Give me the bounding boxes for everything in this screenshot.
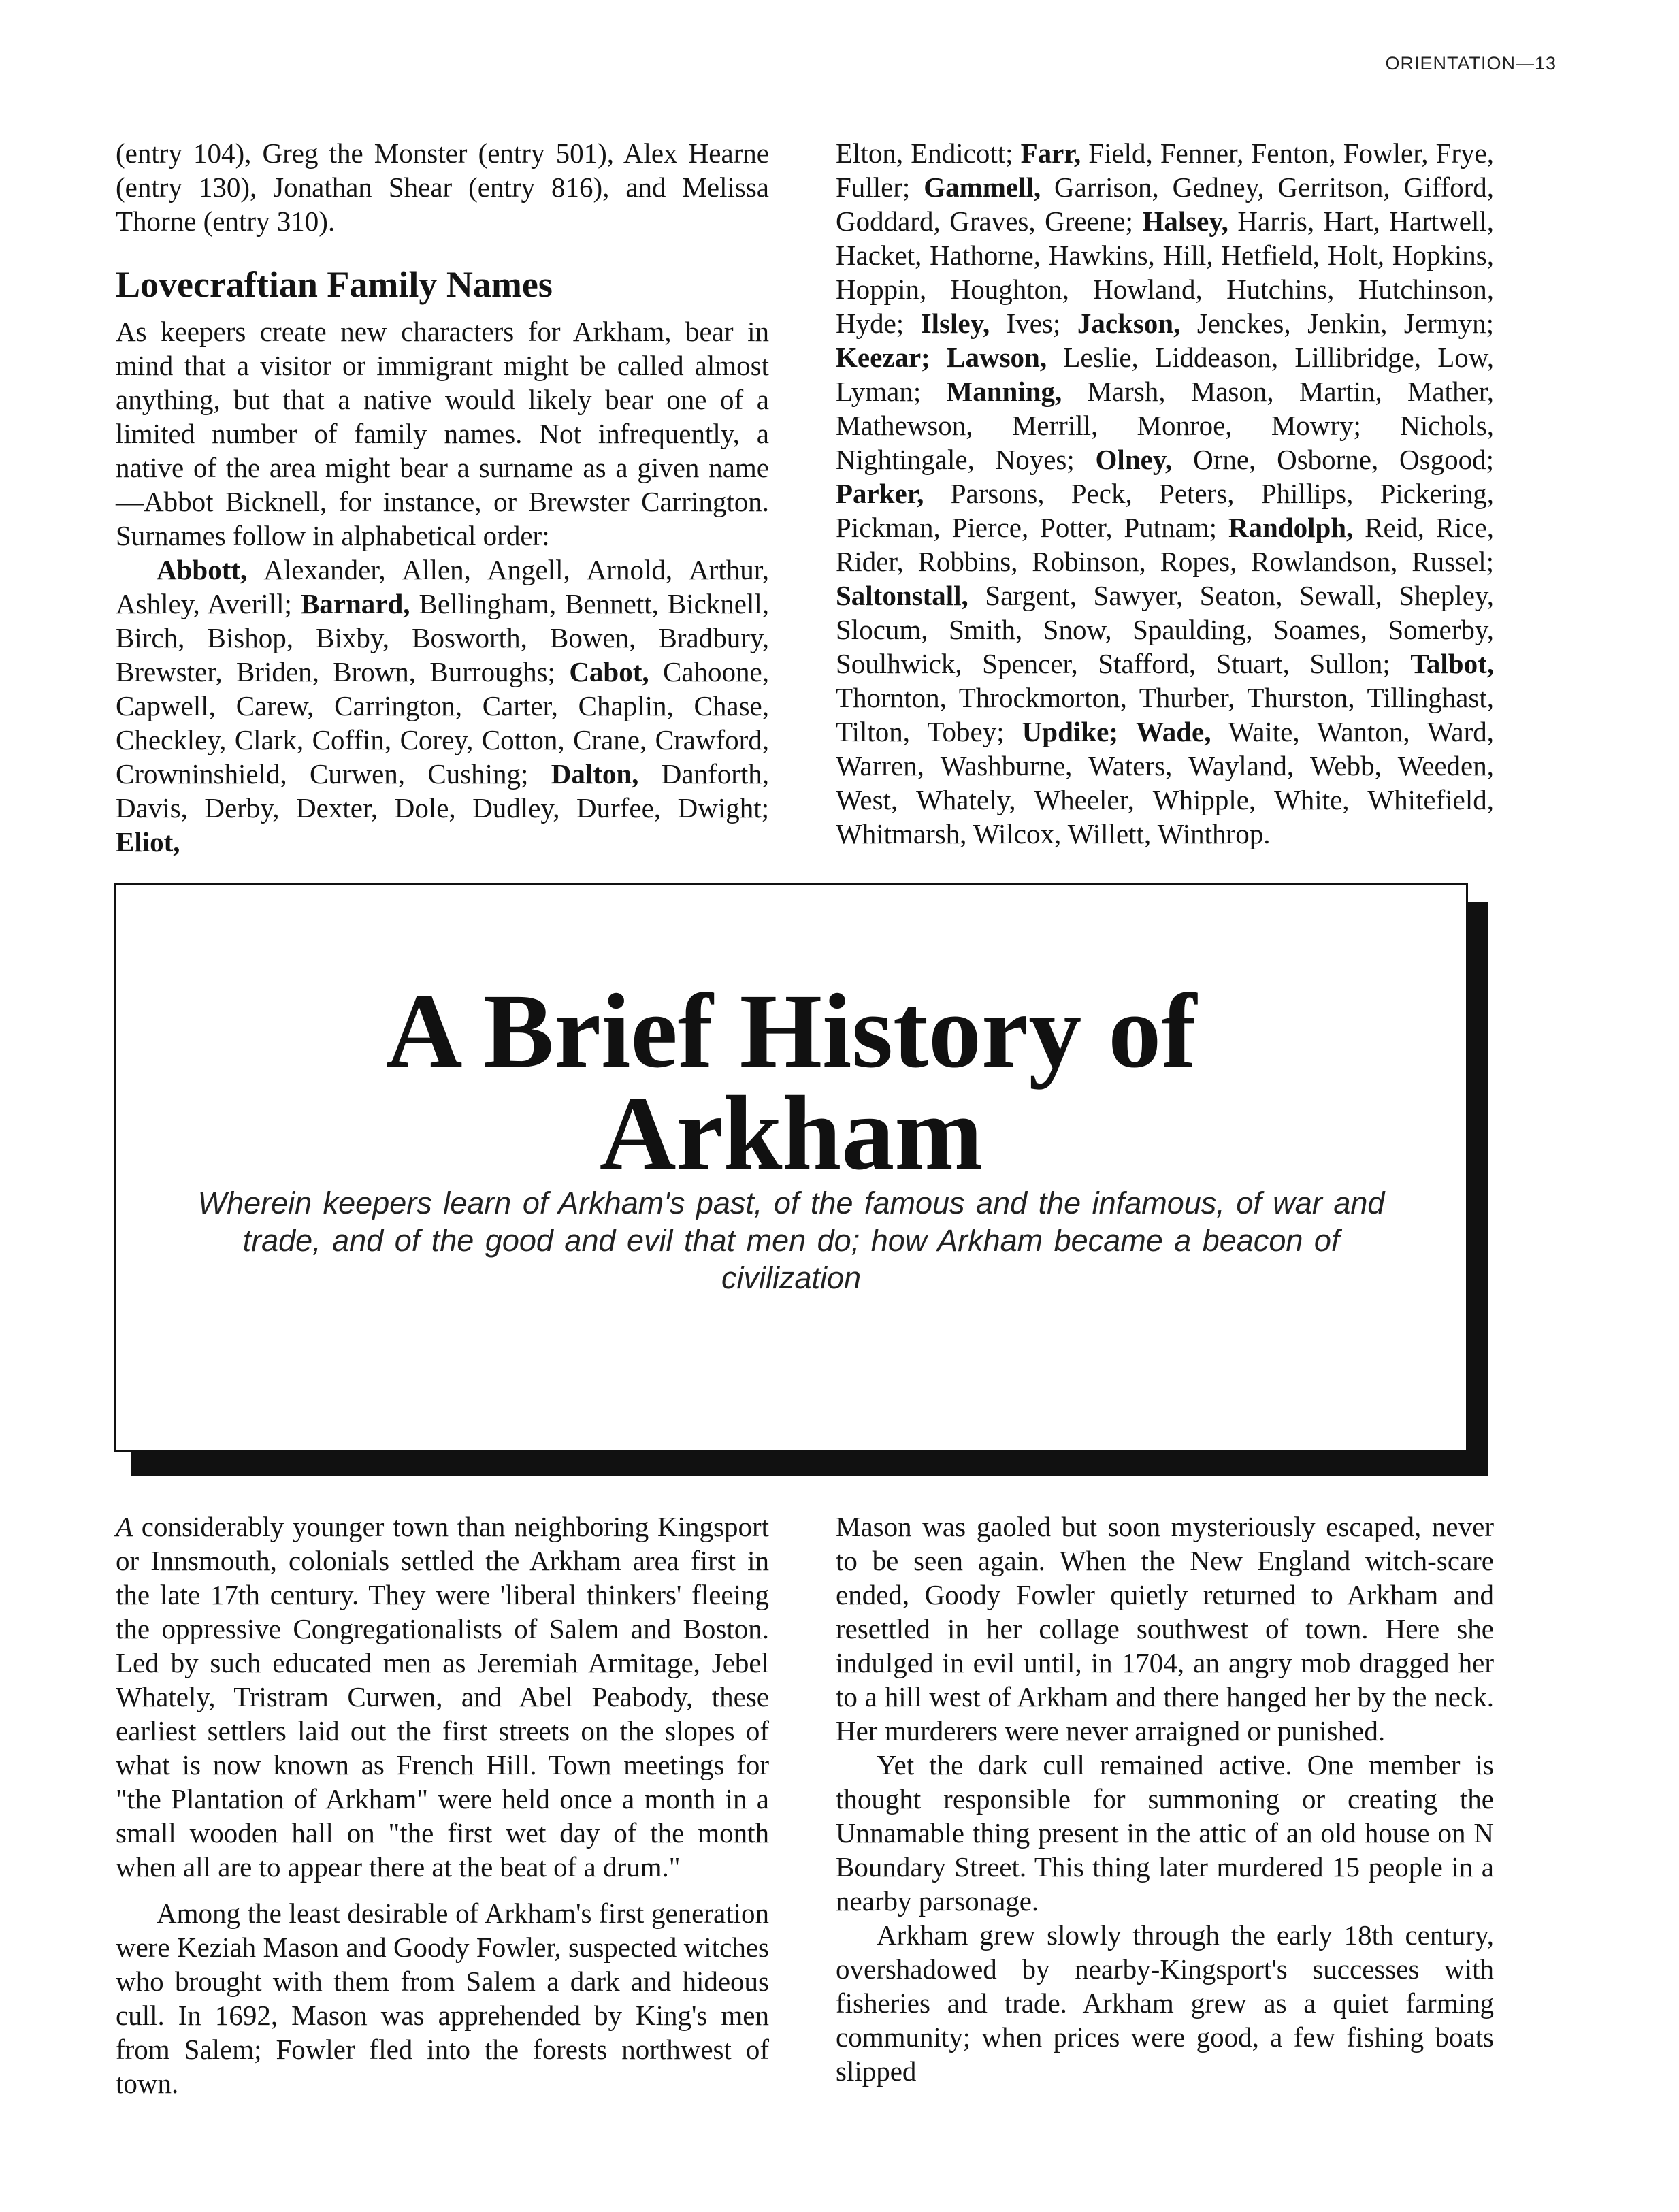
running-head: ORIENTATION—13 bbox=[1385, 53, 1556, 74]
surname-bold: Wade, bbox=[1135, 716, 1211, 747]
column-left-top bbox=[116, 136, 769, 859]
chapter-subtitle: Wherein keepers learn of Arkham's past, of the famous and the infamous, of war and trade, and of the good and evil that men do; how Arkham became a beacon of civilization bbox=[197, 1186, 1385, 1295]
lead-letter: A bbox=[116, 1511, 133, 1542]
surname-bold: Eliot, bbox=[116, 826, 180, 858]
surname-bold: Ilsley, bbox=[920, 308, 990, 339]
surname-bold: Randolph, bbox=[1228, 512, 1354, 543]
column-right-top bbox=[836, 136, 1494, 851]
surname-run: Thornton, Throckmorton, Thurber, Thurston, Tillinghast, Tilton, Tobey; bbox=[836, 682, 1494, 747]
chapter-title bbox=[116, 972, 1466, 1192]
paragraph: Among the least desirable of Arkham's first generation were Keziah Mason and Goody Fowler, suspected witches who brought with them from Salem a dark and hideous cull. In 1692, Mason was apprehended by King's men from Salem; Fowler fled into the forests northwest of town. bbox=[116, 1898, 769, 2099]
surname-bold: Abbott, bbox=[157, 554, 248, 585]
surname-bold: Parker, bbox=[836, 478, 924, 509]
column-left-bottom bbox=[116, 1510, 769, 2100]
surname-run: Field, Fenner, Fenton, Fowler, Frye, Fuller; bbox=[836, 137, 1494, 203]
surname-run: Bellingham, Bennett, Bicknell, Birch, Bishop, Bixby, Bosworth, Bowen, Bradbury, Brewster, Briden, Brown, Burroughs; bbox=[116, 588, 769, 687]
chapter-title-line2: Arkham bbox=[599, 1074, 983, 1192]
surname-bold: Jackson, bbox=[1077, 308, 1181, 339]
surname-list bbox=[836, 136, 1494, 851]
paragraph bbox=[116, 1510, 769, 1884]
section-heading: Lovecraftian Family Names bbox=[116, 264, 553, 305]
surname-run: Leslie, Liddeason, Lillibridge, Low, Lyman; bbox=[836, 342, 1494, 407]
surname-run: Elton, Endicott; bbox=[836, 137, 1021, 169]
paragraph: Yet the dark cull remained active. One member is thought responsible for summoning or creating the Unnamable thing present in the attic of an old house on N Boundary Street. This thing later murdered 15 people in a nearby parsonage. bbox=[836, 1749, 1494, 1917]
surname-bold: Updike; bbox=[1022, 716, 1118, 747]
surname-list bbox=[116, 553, 769, 859]
surname-bold: Lawson, bbox=[947, 342, 1047, 373]
surname-bold: Keezar; bbox=[836, 342, 930, 373]
paragraph: As keepers create new characters for Arkham, bear in mind that a visitor or immigrant might be called almost anything, but that a native would likely bear one of a limited number of family names. Not infrequently, a native of the area might bear a surname as a given name—Abbot Bicknell, for instance, or Brewster Carrington. Surnames follow in alphabetical order: bbox=[116, 316, 769, 551]
surname-bold: Barnard, bbox=[300, 588, 410, 619]
surname-run: Harris, Hart, Hartwell, Hacket, Hathorne, Hawkins, Hill, Hetfield, Holt, Hopkins, Hoppin, Houghton, Howland, Hutchins, Hutchinson, Hyde; bbox=[836, 206, 1494, 339]
surname-bold: Saltonstall, bbox=[836, 580, 968, 611]
surname-bold: Halsey, bbox=[1142, 206, 1228, 237]
surname-run: Cahoone, Capwell, Carew, Carrington, Carter, Chaplin, Chase, Checkley, Clark, Coffin, Corey, Cotton, Crane, Crawford, Crowninshield, Curwen, Cushing; bbox=[116, 656, 770, 790]
paragraph: Arkham grew slowly through the early 18th century, overshadowed by nearby-Kingsport's successes with fisheries and trade. Arkham grew as a quiet farming community; when prices were good, a few fishing boats slipped bbox=[836, 1919, 1494, 2087]
paragraph-text: considerably younger town than neighboring Kingsport or Innsmouth, colonials settled the Arkham area first in the late 17th century. They were 'liberal thinkers' fleeing the oppressive Congregationalists of Salem and Boston. Led by such educated men as Jeremiah Armitage, Jebel Whately, Tristram Curwen, and Abel Peabody, these earliest settlers laid out the first streets on the slopes of what is now known as French Hill. Town meetings for "the Plantation of Arkham" were held once a month in a small wooden hall on "the first wet day of the month when all are to appear there at the beat of a drum." bbox=[116, 1511, 769, 1883]
surname-run: Ives; bbox=[990, 308, 1077, 339]
surname-run: Reid, Rice, Rider, Robbins, Robinson, Ropes, Rowlandson, Russel; bbox=[836, 512, 1495, 577]
surname-run: Marsh, Mason, Martin, Mather, Mathewson, Merrill, Monroe, Mowry; Nichols, Nightingale, Noyes; bbox=[836, 376, 1494, 475]
surname-bold: Dalton, bbox=[551, 758, 639, 790]
surname-run: Parsons, Peck, Peters, Phillips, Pickering, Pickman, Pierce, Potter, Putnam; bbox=[836, 478, 1494, 543]
paragraph: (entry 104), Greg the Monster (entry 501), Alex Hearne (entry 130), Jonathan Shear (entry 816), and Melissa Thorne (entry 310). bbox=[116, 137, 769, 237]
chapter-title-line1: A Brief History of bbox=[385, 972, 1197, 1090]
chapter-banner bbox=[114, 883, 1468, 1452]
surname-bold: Gammell, bbox=[924, 172, 1041, 203]
surname-run: Jenckes, Jenkin, Jermyn; bbox=[1180, 308, 1495, 339]
surname-bold: Olney, bbox=[1095, 444, 1173, 475]
surname-run: Waite, Wanton, Ward, Warren, Washburne, Waters, Wayland, Webb, Weeden, West, Whately, Wheeler, Whipple, White, Whitefield, Whitmarsh, Wilcox, Willett, Winthrop. bbox=[836, 716, 1494, 849]
surname-bold: Farr, bbox=[1020, 137, 1081, 169]
surname-run: Sargent, Sawyer, Seaton, Sewall, Shepley, Slocum, Smith, Snow, Spaulding, Soames, Somerby, Soulhwick, Spencer, Stafford, Stuart, Sullon; bbox=[836, 580, 1494, 679]
column-right-bottom bbox=[836, 1510, 1494, 2088]
paragraph: Mason was gaoled but soon mysteriously escaped, never to be seen again. When the New England witch-scare ended, Goody Fowler quietly returned to Arkham and resettled in her collage southwest of town. Here she indulged in evil until, in 1704, an angry mob dragged her to a hill west of Arkham and there hanged her by the neck. Her murderers were never arraigned or punished. bbox=[836, 1511, 1494, 1746]
surname-run: Alexander, Allen, Angell, Arnold, Arthur, Ashley, Averill; bbox=[116, 554, 769, 619]
surname-bold: Manning, bbox=[946, 376, 1062, 407]
surname-run: Garrison, Gedney, Gerritson, Gifford, Goddard, Graves, Greene; bbox=[836, 172, 1495, 237]
surname-run: Danforth, Davis, Derby, Dexter, Dole, Dudley, Durfee, Dwight; bbox=[116, 758, 769, 824]
surname-bold: Talbot, bbox=[1410, 648, 1494, 679]
surname-run: Orne, Osborne, Osgood; bbox=[1172, 444, 1494, 475]
surname-bold: Cabot, bbox=[569, 656, 649, 687]
